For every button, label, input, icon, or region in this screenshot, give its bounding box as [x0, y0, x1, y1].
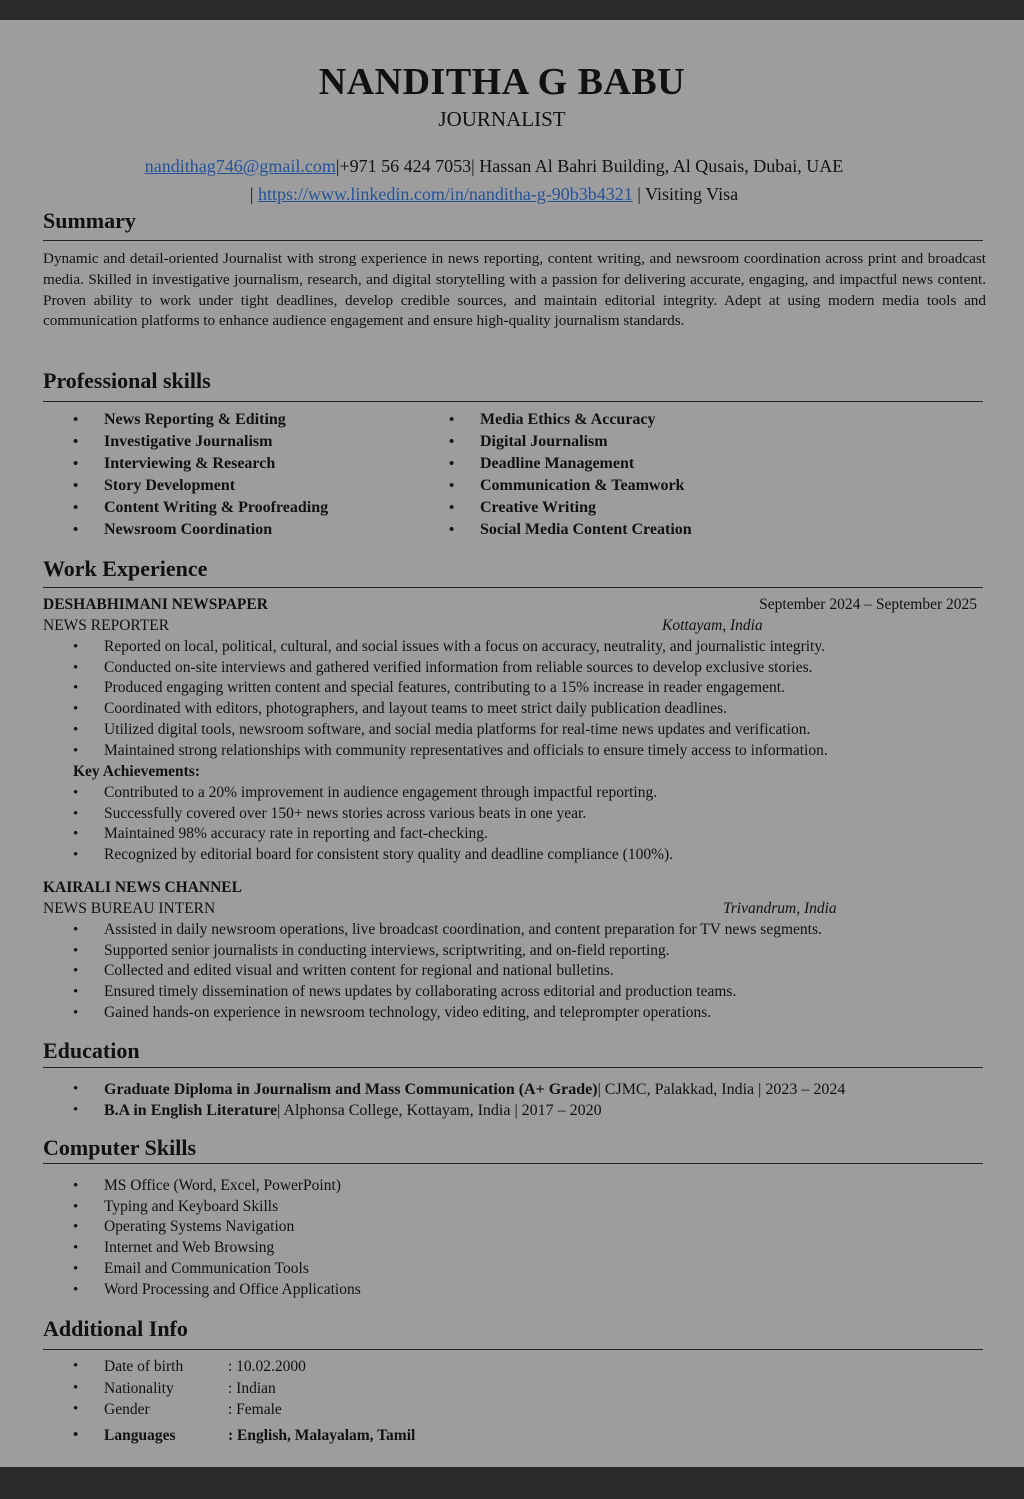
info-value: : Female — [228, 1401, 282, 1418]
list-item: • Assisted in daily newsroom operations, live broadcast coordination, and content preparation for TV news segments. — [43, 920, 822, 941]
list-item: • Gained hands-on experience in newsroom technology, video editing, and teleprompter operations. — [43, 1003, 822, 1024]
achievements-heading: Key Achievements: — [73, 763, 200, 780]
list-item: • Supported senior journalists in conducting interviews, scriptwriting, and on-field reporting. — [43, 941, 822, 962]
candidate-role: JOURNALIST — [438, 107, 566, 131]
education-item — [43, 1100, 845, 1121]
job-title: NEWS BUREAU INTERN — [43, 900, 216, 917]
info-label: • Date of birth — [104, 1358, 184, 1375]
separator: | — [249, 184, 258, 204]
employment-dates: September 2024 – September 2025 — [759, 596, 977, 613]
skill-item: • Media Ethics & Accuracy — [419, 409, 692, 431]
visa-status: | Visiting Visa — [632, 184, 739, 204]
skill-item: • News Reporting & Editing — [43, 409, 328, 431]
info-value: : 10.02.2000 — [228, 1358, 306, 1375]
linkedin-link[interactable]: https://www.linkedin.com/in/nanditha-g-90b3b4321 — [258, 184, 633, 204]
list-item: • Ensured timely dissemination of news updates by collaborating across editorial and production teams. — [43, 982, 822, 1003]
contact-line-2 — [0, 184, 988, 205]
section-divider — [43, 240, 983, 241]
info-label: • Nationality — [104, 1379, 174, 1397]
list-item: • Typing and Keyboard Skills — [43, 1197, 361, 1218]
info-row — [43, 1378, 415, 1400]
info-value: : Indian — [228, 1379, 276, 1397]
list-item: • Maintained 98% accuracy rate in reporting and fact-checking. — [43, 824, 673, 845]
education-item — [43, 1079, 845, 1100]
list-item: • Collected and edited visual and written content for regional and national bulletins. — [43, 961, 822, 982]
degree-detail: | Alphonsa College, Kottayam, India | 2017 – 2020 — [277, 1102, 602, 1119]
additional-info-heading: Additional Info — [43, 1316, 188, 1341]
company-name: KAIRALI NEWS CHANNEL — [43, 879, 242, 896]
section-divider — [43, 587, 983, 588]
list-item: • Reported on local, political, cultural, and social issues with a focus on accuracy, neutrality, and journalistic integrity. — [43, 637, 828, 658]
job-location: Kottayam, India — [662, 617, 763, 634]
info-label: • Languages — [104, 1426, 176, 1444]
skill-item: • Interviewing & Research — [43, 453, 328, 475]
info-row — [43, 1356, 415, 1378]
computer-skills-list — [43, 1176, 361, 1300]
list-item: • Utilized digital tools, newsroom software, and social media platforms for real-time news updates and verification. — [43, 720, 828, 741]
skills-list-left — [43, 409, 328, 541]
skills-list-right — [419, 409, 692, 541]
info-label: • Gender — [104, 1401, 150, 1418]
list-item: • Recognized by editorial board for consistent story quality and deadline compliance (100%). — [43, 845, 673, 866]
achievements-list — [43, 783, 673, 866]
section-divider — [43, 1349, 983, 1350]
skills-heading: Professional skills — [43, 368, 211, 393]
bottom-bar — [0, 1467, 1024, 1499]
list-item: • Word Processing and Office Applications — [43, 1280, 361, 1301]
skill-item: • Investigative Journalism — [43, 431, 328, 453]
info-row — [43, 1425, 415, 1447]
section-divider — [43, 401, 983, 402]
skill-item: • Communication & Teamwork — [419, 475, 692, 497]
job-location: Trivandrum, India — [723, 900, 837, 917]
list-item: • Operating Systems Navigation — [43, 1217, 361, 1238]
degree-detail: | CJMC, Palakkad, India | 2023 – 2024 — [597, 1081, 846, 1098]
computer-skills-heading: Computer Skills — [43, 1135, 197, 1160]
list-item: • MS Office (Word, Excel, PowerPoint) — [43, 1176, 361, 1197]
contact-details: |+971 56 424 7053| Hassan Al Bahri Building, Al Qusais, Dubai, UAE — [335, 156, 844, 176]
info-value: : English, Malayalam, Tamil — [228, 1426, 416, 1444]
degree-name: B.A in English Literature — [104, 1102, 278, 1119]
degree-name: Graduate Diploma in Journalism and Mass Communication (A+ Grade) — [104, 1081, 598, 1098]
skill-item: • Content Writing & Proofreading — [43, 497, 328, 519]
email-link[interactable]: nandithag746@gmail.com — [144, 156, 336, 176]
list-item: • Email and Communication Tools — [43, 1259, 361, 1280]
additional-info-list — [43, 1356, 415, 1446]
contact-line-1 — [0, 156, 988, 177]
list-item: • Internet and Web Browsing — [43, 1238, 361, 1259]
list-item: • Maintained strong relationships with community representatives and officials to ensure timely access to information. — [43, 741, 828, 762]
info-row — [43, 1399, 415, 1421]
skill-item: • Deadline Management — [419, 453, 692, 475]
experience-heading: Work Experience — [43, 556, 208, 581]
skill-item: • Newsroom Coordination — [43, 519, 328, 541]
candidate-name: NANDITHA G BABU — [318, 61, 686, 103]
skill-item: • Story Development — [43, 475, 328, 497]
section-divider — [43, 1067, 983, 1068]
list-item: • Coordinated with editors, photographers, and layout teams to meet strict daily publication deadlines. — [43, 699, 828, 720]
education-heading: Education — [43, 1038, 140, 1063]
resume-page — [0, 20, 1024, 1467]
job-responsibilities — [43, 637, 828, 761]
section-divider — [43, 1163, 983, 1164]
skill-item: • Social Media Content Creation — [419, 519, 692, 541]
list-item: • Conducted on-site interviews and gathered verified information from reliable sources to develop exclusive stories. — [43, 658, 828, 679]
list-item: • Produced engaging written content and special features, contributing to a 15% increase in reader engagement. — [43, 678, 828, 699]
job-responsibilities — [43, 920, 822, 1024]
list-item: • Successfully covered over 150+ news stories across various beats in one year. — [43, 804, 673, 825]
summary-heading: Summary — [43, 208, 136, 233]
skill-item: • Creative Writing — [419, 497, 692, 519]
summary-text: Dynamic and detail-oriented Journalist with strong experience in news reporting, content writing, and newsroom coordination across print and broadcast media. Skilled in investigative journalism, research, and digital storytelling with a passion for delivering accurate, engaging, and impactful news content. Proven ability to work under tight deadlines, develop credible sources, and maintain editorial integrity. Adept at using modern media tools and communication platforms to enhance audience engagement and ensure high-quality journalism standards. — [43, 250, 986, 330]
job-title: NEWS REPORTER — [43, 617, 170, 634]
education-list — [43, 1079, 845, 1121]
list-item: • Contributed to a 20% improvement in audience engagement through impactful reporting. — [43, 783, 673, 804]
skill-item: • Digital Journalism — [419, 431, 692, 453]
company-name: DESHABHIMANI NEWSPAPER — [43, 596, 268, 613]
